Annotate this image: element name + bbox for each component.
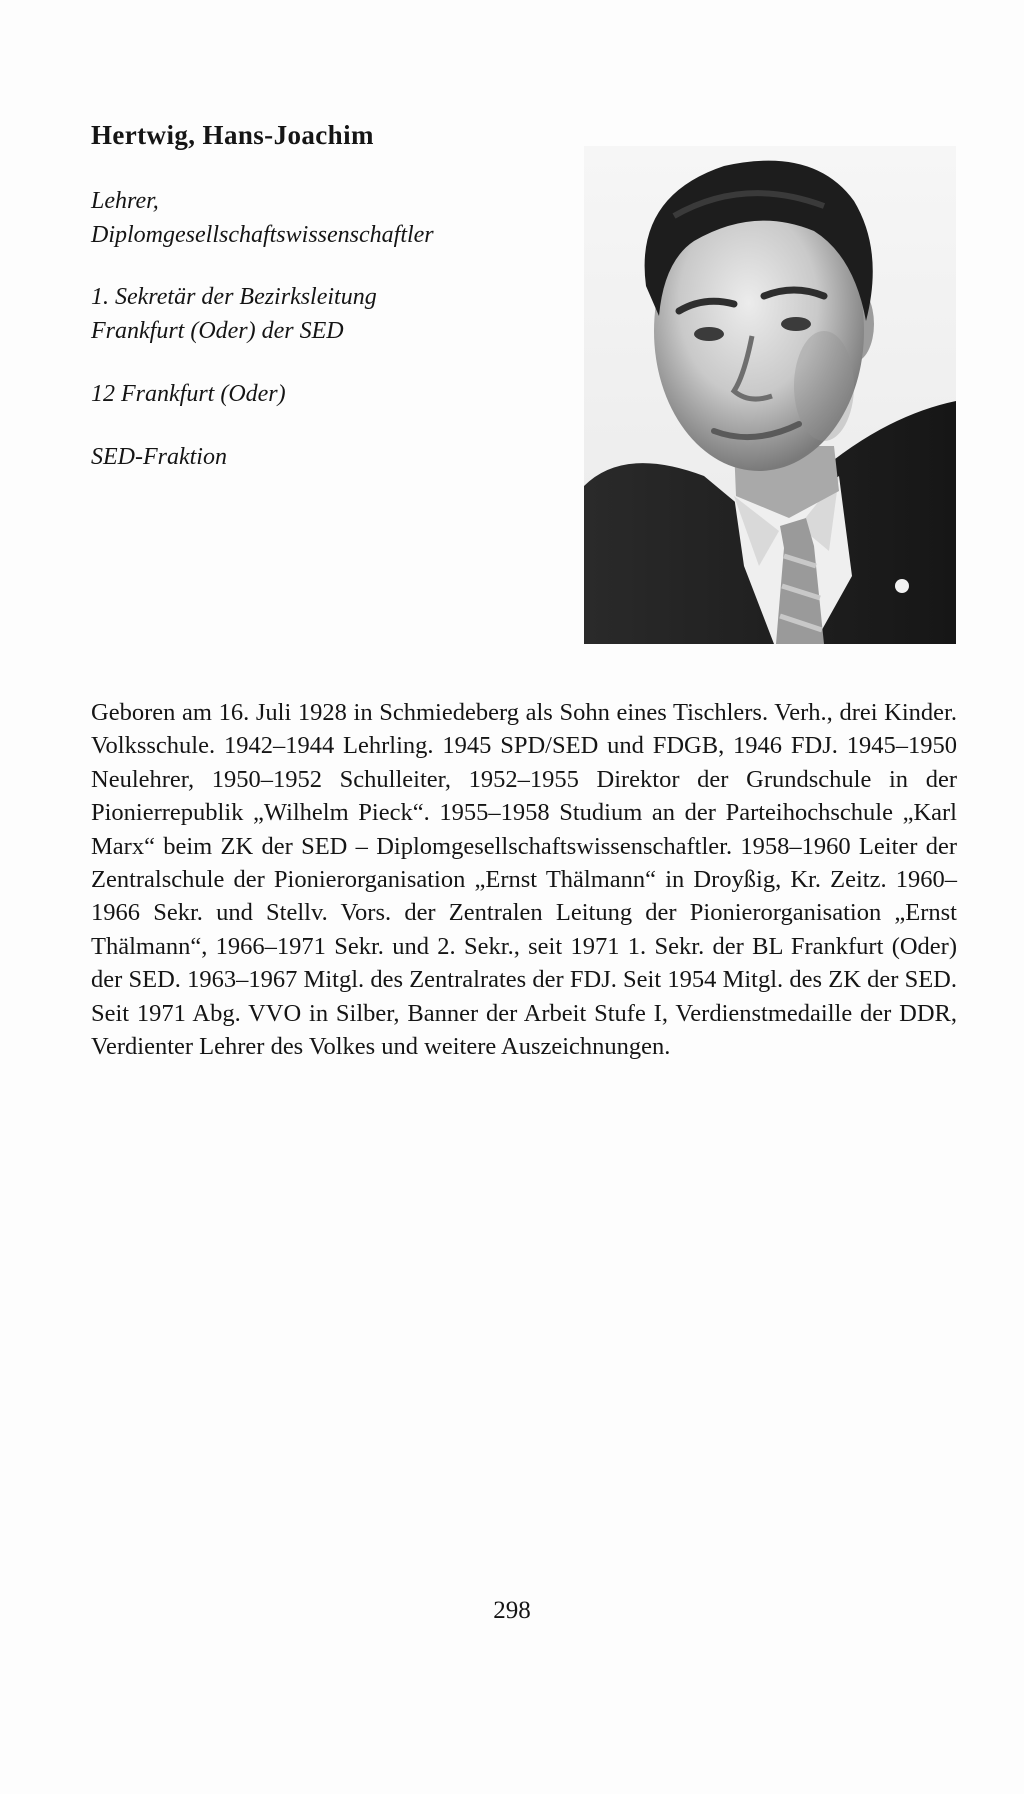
portrait-photo	[584, 146, 956, 644]
page-number: 298	[493, 1597, 531, 1624]
party-position	[91, 280, 377, 348]
position-line-2: Frankfurt (Oder) der SED	[91, 318, 344, 344]
biography-text: Geboren am 16. Juli 1928 in Schmiedeberg als Sohn eines Tischlers. Verh., drei Kinder. Volksschule. 1942–1944 Lehrling. 1945 SPD/SED und FDGB, 1946 FDJ. 1945–1950 Neulehrer, 1950–1952 Schulleiter, 1952–1955 Direktor der Grundschule in der Pionierrepublik „Wilhelm Pieck“. 1955–1958 Studium an der Parteihochschule „Karl Marx“ beim ZK der SED – Diplomgesellschaftswissenschaftler. 1958–1960 Leiter der Zentralschule der Pionierorganisation „Ernst Thälmann“ in Droyßig, Kr. Zeitz. 1960–1966 Sekr. und Stellv. Vors. der Zentralen Leitung der Pionierorganisation „Ernst Thälmann“, 1966–1971 Sekr. und 2. Sekr., seit 1971 1. Sekr. der BL Frankfurt (Oder) der SED. 1963–1967 Mitgl. des Zentralrates der FDJ. Seit 1954 Mitgl. des ZK der SED. Seit 1971 Abg. VVO in Silber, Banner der Arbeit Stufe I, Verdienstmedaille der DDR, Verdienter Lehrer des Volkes und weitere Auszeichnungen.	[91, 699, 957, 1061]
constituency: 12 Frankfurt (Oder)	[91, 381, 286, 407]
occupation-line-1: Lehrer,	[91, 188, 159, 214]
occupation-line-2: Diplomgesellschaftswissenschaftler	[91, 222, 434, 248]
faction: SED-Fraktion	[91, 444, 227, 470]
portrait-illustration	[584, 146, 956, 644]
entry-name: Hertwig, Hans-Joachim	[91, 120, 374, 150]
position-line-1: 1. Sekretär der Bezirksleitung	[91, 284, 377, 310]
occupation	[91, 184, 434, 252]
